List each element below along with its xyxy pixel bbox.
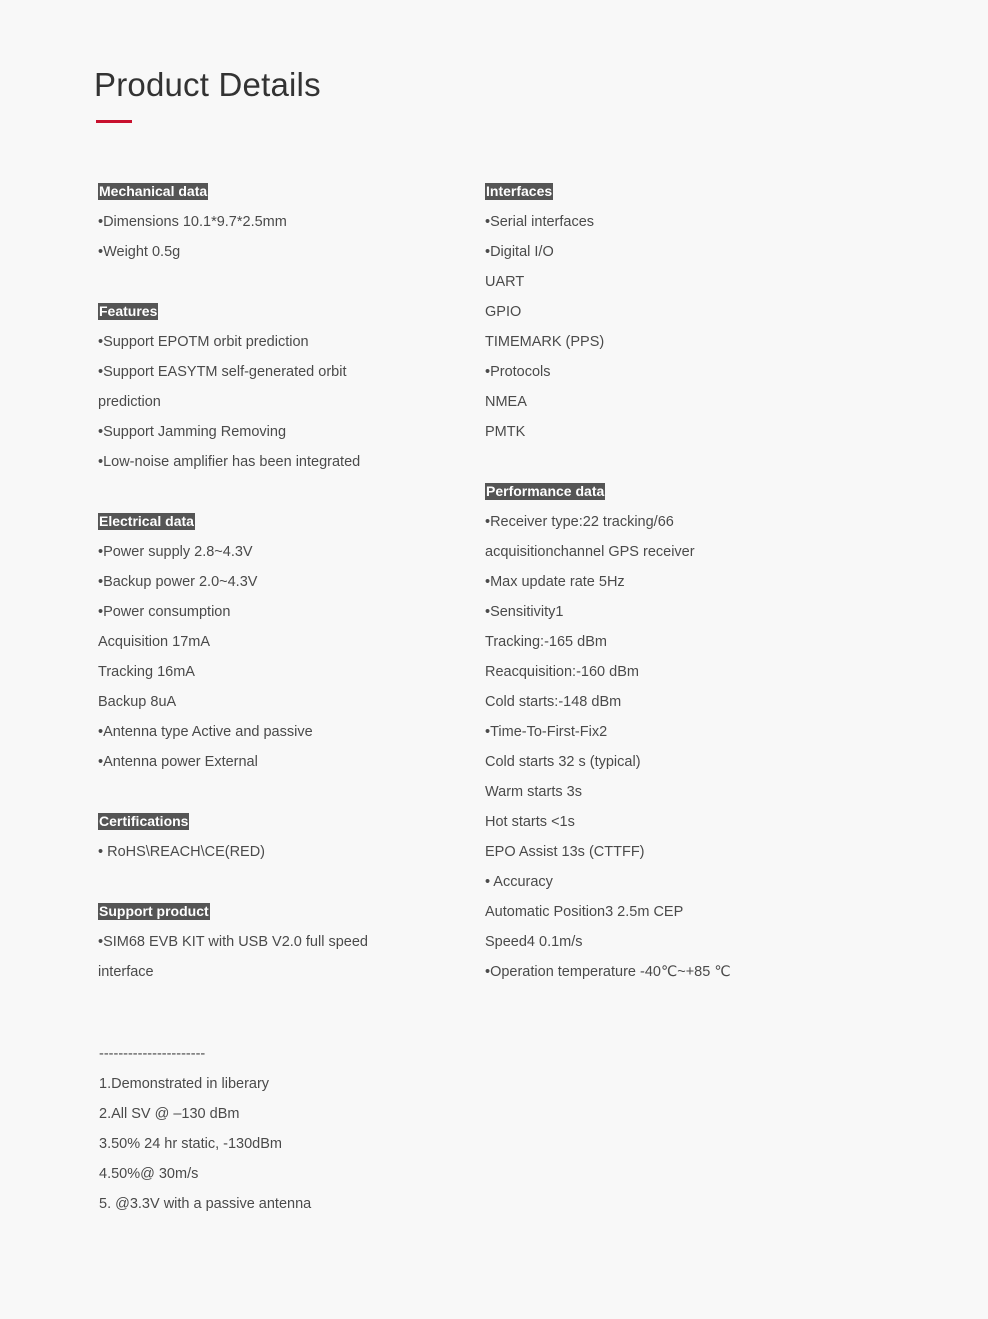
performance-line: Cold starts:-148 dBm bbox=[485, 694, 622, 710]
electrical-line: •Backup power 2.0~4.3V bbox=[98, 574, 258, 590]
footnote-divider: ---------------------- bbox=[99, 1046, 206, 1062]
performance-line: Speed4 0.1m/s bbox=[485, 934, 583, 950]
performance-line: Reacquisition:-160 dBm bbox=[485, 664, 639, 680]
electrical-section bbox=[98, 507, 458, 777]
performance-line: • Accuracy bbox=[485, 874, 553, 890]
mechanical-line: •Dimensions 10.1*9.7*2.5mm bbox=[98, 214, 287, 230]
performance-line: Cold starts 32 s (typical) bbox=[485, 754, 641, 770]
features-line: •Support EASYTM self-generated orbit bbox=[98, 364, 347, 380]
electrical-line: Backup 8uA bbox=[98, 694, 177, 710]
electrical-heading: Electrical data bbox=[99, 513, 194, 529]
features-line: •Support Jamming Removing bbox=[98, 424, 287, 440]
performance-line: •Operation temperature -40℃~+85 ℃ bbox=[485, 964, 731, 980]
interfaces-line: •Protocols bbox=[485, 364, 551, 380]
interfaces-line: NMEA bbox=[485, 394, 527, 410]
footnotes bbox=[99, 1039, 499, 1219]
support-line: interface bbox=[98, 964, 154, 980]
footnote-line: 5. @3.3V with a passive antenna bbox=[99, 1196, 312, 1212]
interfaces-section bbox=[485, 177, 885, 447]
performance-line: •Receiver type:22 tracking/66 bbox=[485, 514, 674, 530]
performance-line: EPO Assist 13s (CTTFF) bbox=[485, 844, 645, 860]
electrical-line: •Power supply 2.8~4.3V bbox=[98, 544, 253, 560]
footnote-line: 1.Demonstrated in liberary bbox=[99, 1076, 270, 1092]
features-line: •Low-noise amplifier has been integrated bbox=[98, 454, 361, 470]
performance-line: Tracking:-165 dBm bbox=[485, 634, 607, 650]
mechanical-line: •Weight 0.5g bbox=[98, 244, 181, 260]
certifications-heading: Certifications bbox=[99, 813, 189, 829]
mechanical-section bbox=[98, 177, 458, 267]
right-column bbox=[485, 177, 885, 987]
interfaces-line: GPIO bbox=[485, 304, 522, 320]
electrical-line: Acquisition 17mA bbox=[98, 634, 211, 650]
performance-line: •Max update rate 5Hz bbox=[485, 574, 625, 590]
page-title: Product Details bbox=[94, 66, 321, 103]
interfaces-line: •Digital I/O bbox=[485, 244, 554, 260]
performance-section bbox=[485, 477, 885, 987]
interfaces-line: UART bbox=[485, 274, 525, 290]
title-accent-bar bbox=[96, 120, 132, 123]
performance-line: Automatic Position3 2.5m CEP bbox=[485, 904, 684, 920]
electrical-line: Tracking 16mA bbox=[98, 664, 195, 680]
footnote-line: 2.All SV @ –130 dBm bbox=[99, 1106, 240, 1122]
performance-line: •Time-To-First-Fix2 bbox=[485, 724, 608, 740]
features-heading: Features bbox=[99, 303, 158, 319]
electrical-line: •Antenna power External bbox=[98, 754, 258, 770]
interfaces-line: PMTK bbox=[485, 424, 526, 440]
features-section bbox=[98, 297, 458, 477]
support-line: •SIM68 EVB KIT with USB V2.0 full speed bbox=[98, 934, 368, 950]
features-line: prediction bbox=[98, 394, 161, 410]
footnote-line: 3.50% 24 hr static, -130dBm bbox=[99, 1136, 282, 1152]
performance-line: Hot starts <1s bbox=[485, 814, 575, 830]
left-column bbox=[98, 177, 458, 987]
performance-line: •Sensitivity1 bbox=[485, 604, 564, 620]
certifications-line: • RoHS\REACH\CE(RED) bbox=[98, 844, 266, 860]
performance-line: acquisitionchannel GPS receiver bbox=[485, 544, 695, 560]
support-section bbox=[98, 897, 458, 987]
performance-line: Warm starts 3s bbox=[485, 784, 582, 800]
support-heading: Support product bbox=[99, 903, 209, 919]
electrical-line: •Antenna type Active and passive bbox=[98, 724, 313, 740]
interfaces-line: •Serial interfaces bbox=[485, 214, 595, 230]
footnote-line: 4.50%@ 30m/s bbox=[99, 1166, 199, 1182]
certifications-section bbox=[98, 807, 458, 867]
interfaces-heading: Interfaces bbox=[486, 183, 553, 199]
performance-heading: Performance data bbox=[486, 483, 605, 499]
features-line: •Support EPOTM orbit prediction bbox=[98, 334, 309, 350]
mechanical-heading: Mechanical data bbox=[99, 183, 208, 199]
interfaces-line: TIMEMARK (PPS) bbox=[485, 334, 605, 350]
electrical-line: •Power consumption bbox=[98, 604, 231, 620]
